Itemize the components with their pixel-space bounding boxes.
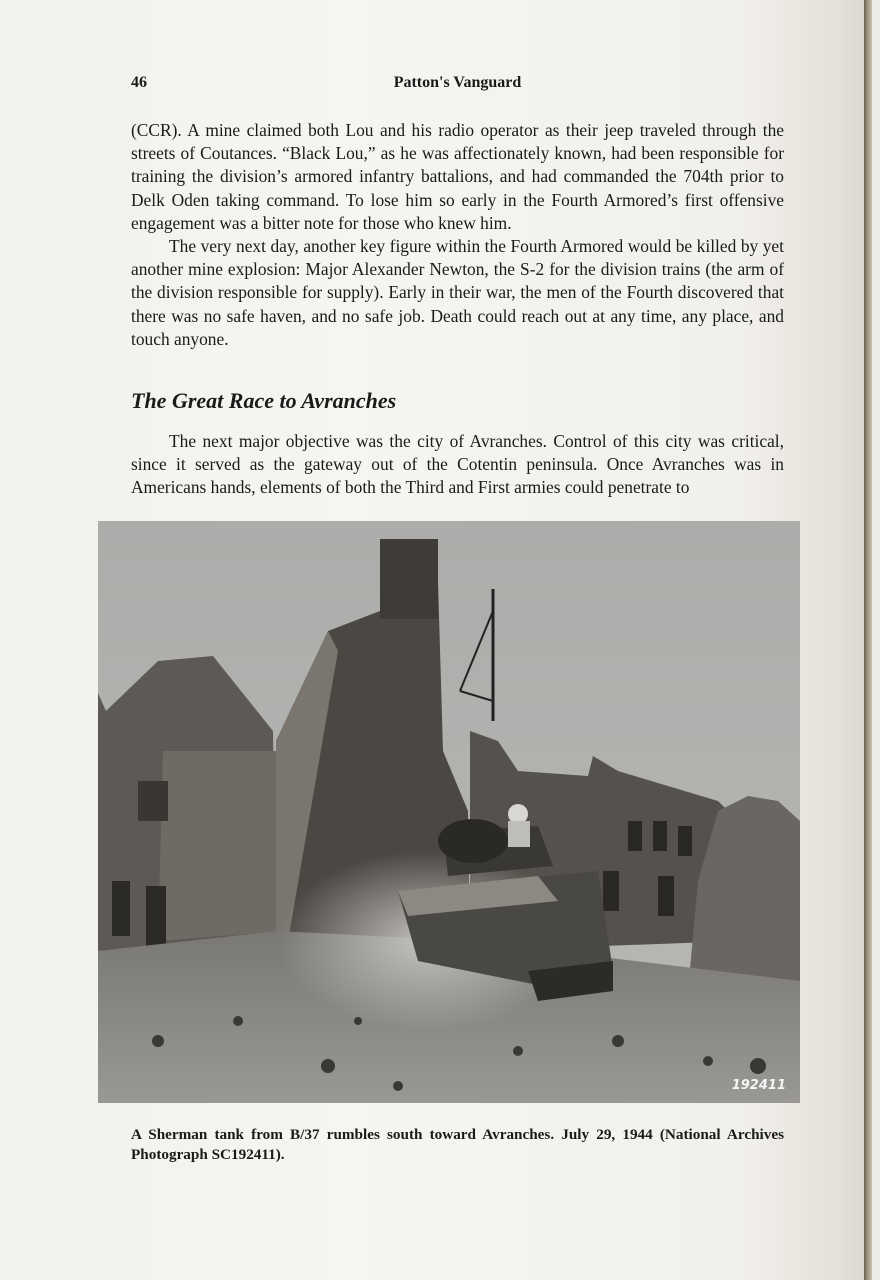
section-heading: The Great Race to Avranches (131, 388, 397, 413)
running-header (131, 74, 784, 96)
page-edge (864, 0, 872, 1280)
paragraph (131, 119, 784, 235)
paragraph-text: (CCR). A mine claimed both Lou and his radio operator as their jeep traveled through the streets of Coutances. “Black Lou,” as he was affectionately known, had been responsible for training the division’s armored infantry battalions, and had commanded the 704th prior to Delk Oden taking command. To lose him so early in the Fourth Armored’s first offensive engagement was a bitter note for those who knew him. (131, 120, 784, 233)
photograph (98, 521, 800, 1103)
running-title: Patton's Vanguard (393, 74, 522, 91)
paragraph (131, 235, 784, 351)
photo-illustration (98, 521, 800, 1103)
paragraph-text: The very next day, another key figure within the Fourth Armored would be killed by yet another mine explosion: Major Alexander Newton, the S-2 for the division trains (the arm of the division responsible for supply). Early in their war, the men of the Fourth discovered that there was no safe haven, and no safe job. Death could reach out at any time, any place, and touch anyone. (131, 236, 784, 349)
photo-caption: A Sherman tank from B/37 rumbles south toward Avranches. July 29, 1944 (National Archives Photograph SC192411). (131, 1126, 784, 1163)
photo-negative-number: 192411 (731, 1078, 786, 1093)
page-number: 46 (131, 74, 147, 91)
paragraph-text: The next major objective was the city of Avranches. Control of this city was critical, since it served as the gateway out of the Cotentin peninsula. Once Avranches was in Americans hands, elements of both the Third and First armies could penetrate to (131, 431, 784, 498)
paragraph (131, 430, 784, 500)
